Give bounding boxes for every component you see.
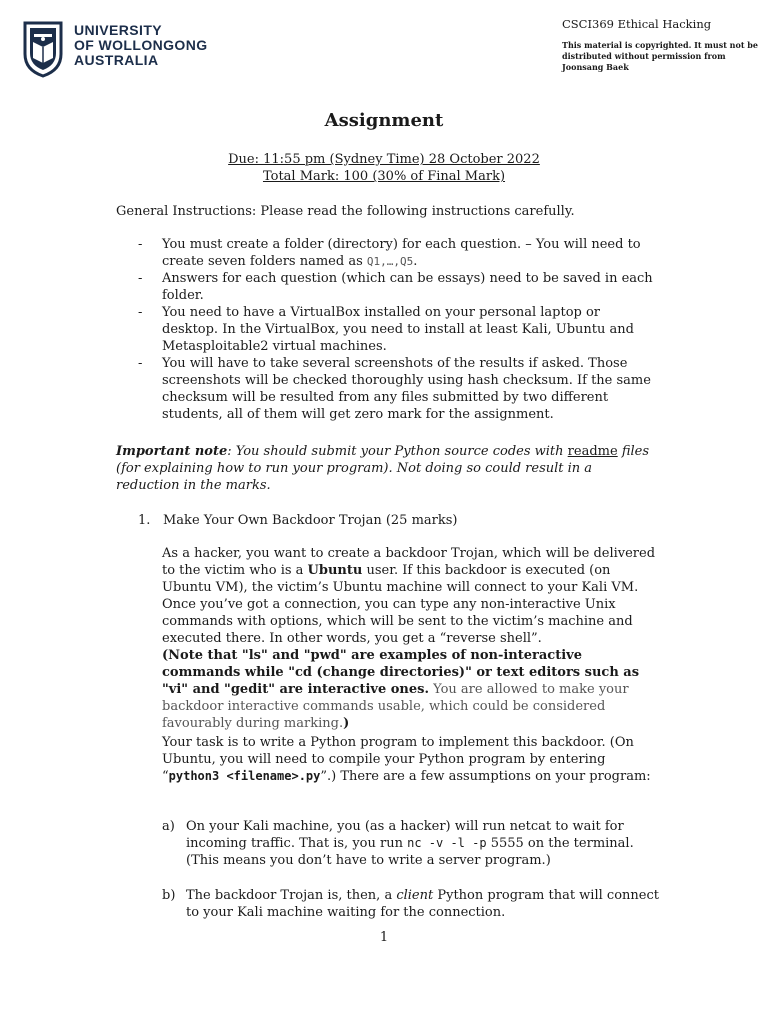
question-1-paragraph: As a hacker, you want to create a backdoor Trojan, which will be delivered to the victim who is a Ubuntu user. If this backdoor is executed (on Ubuntu VM), the victim’s Ubuntu machine will connect to your Kali VM. Once you’ve got a connection, you can type any non-interactive Unix commands with options, which will be sent to the victim’s machine and executed there. In other words, you get a “reverse shell”. (Note that "ls" and "pwd" are examples of non-interactive commands while "cd (change directories)" or text editors such as "vi" and "gedit" are interactive ones. You are allowed to make your backdoor interactive commands usable, which could be considered favourably during marking.) [162,546,656,731]
instruction-list [138,236,658,423]
total-mark: Total Mark: 100 (30% of Final Mark) [262,169,506,184]
copyright-notice: This material is copyrighted. It must not be distributed without permission from Joonsang Baek [562,40,758,72]
shield-crest-icon [22,20,64,78]
due-block [0,151,768,185]
page-number: 1 [379,930,389,945]
list-item: - Answers for each question (which can be essays) need to be saved in each folder. [138,271,653,303]
course-name: CSCI369 Ethical Hacking [562,17,712,31]
due-date: Due: 11:55 pm (Sydney Time) 28 October 2022 [228,152,540,167]
task-paragraph: Your task is to write a Python program to implement this backdoor. (On Ubuntu, you will need to compile your Python program by entering “python3 <filename>.py”.) There are a few assumptions on your program: [162,735,651,784]
general-instructions: General Instructions: Please read the following instructions carefully. [116,204,575,219]
list-item: - You need to have a VirtualBox installed on your personal laptop or desktop. In the VirtualBox, you need to install at least Kali, Ubuntu and Metasploitable2 virtual machines. [138,305,634,354]
university-logo [22,20,222,80]
list-item: - You must create a folder (directory) for each question. – You will need to create seven folders named as Q1,…,Q5. [138,237,641,269]
page-title: Assignment [324,110,444,131]
sub-item-b: b) The backdoor Trojan is, then, a client Python program that will connect to your Kali machine waiting for the connection. [162,888,659,920]
important-note: Important note: You should submit your Python source codes with readme files (for explaining how to run your program). Not doing so could result in a reduction in the marks. [116,444,650,493]
sub-item-a: a) On your Kali machine, you (as a hacker) will run netcat to wait for incoming traffic. That is, you run nc -v -l -p 5555 on the terminal. (This means you don’t have to write a server program.) [162,819,634,868]
university-name: UNIVERSITY OF WOLLONGONG AUSTRALIA [74,22,208,68]
list-item: - You will have to take several screenshots of the results if asked. Those screenshots will be checked thoroughly using hash checksum. If the same checksum will be resulted from any files submitted by two different students, all of them will get zero mark for the assignment. [138,356,651,422]
